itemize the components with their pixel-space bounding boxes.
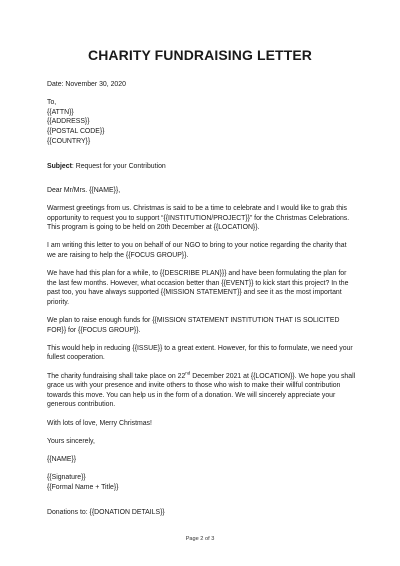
formal-name-line: {{Formal Name + Title}}: [47, 483, 119, 491]
document-title: CHARITY FUNDRAISING LETTER: [87, 47, 312, 63]
address-line: {{ADDRESS}}: [47, 118, 90, 126]
ordinal-suffix: nd: [185, 370, 191, 376]
subject-text: : Request for your Contribution: [71, 163, 166, 171]
paragraph: The charity fundraising shall take place on 22nd December 2021 at {{LOCATION}}. We hope you shall grace us with your presence and invite others to those who wish to make their willful contribution towards this move. You can help us in the form of a donation. We will sincerely appreciate your generous contribution.: [47, 370, 356, 409]
signature-block: [47, 473, 357, 492]
address-line: {{ATTN}}: [47, 108, 74, 116]
donation-details: Donations to: {{DONATION DETAILS}}: [47, 509, 165, 517]
paragraph: Warmest greetings from us. Christmas is said to be a time to celebrate and I would like to grab this opportunity to request you to support “{{INSTITUTION/PROJECT}}” for the Christmas Celebrations. This program is going to be held on 20th December at {{LOCATION}}.: [47, 204, 350, 232]
address-line: {{COUNTRY}}: [47, 137, 91, 145]
paragraph: We plan to raise enough funds for {{MISSION STATEMENT INSTITUTION THAT IS SOLICITED FOR}} for {{FOCUS GROUP}}.: [47, 317, 340, 334]
salutation: Dear Mr/Mrs. {{NAME}},: [47, 186, 121, 194]
subject-line: [47, 162, 357, 172]
subject-label: Subject: [47, 163, 72, 171]
letter-date: Date: November 30, 2020: [47, 81, 126, 88]
closing-line: With lots of love, Merry Christmas!: [47, 419, 152, 427]
address-line: To,: [47, 99, 57, 107]
signature-line: {{Signature}}: [47, 474, 86, 482]
paragraph: We have had this plan for a while, to {{DESCRIBE PLAN}}} and have been formulating the plan for the last few months. However, what occasion better than {{EVENT}} to kick start this project? In the past too, you have always supported {{MISSION STATEMENT}} and see it as the most important priority.: [47, 270, 349, 306]
recipient-address: [47, 98, 357, 146]
address-line: {{POSTAL CODE}}: [47, 127, 105, 135]
letter-body: [47, 80, 357, 527]
sender-name: {{NAME}}: [47, 455, 77, 463]
paragraph: I am writing this letter to you on behalf of our NGO to bring to your notice regarding the charity that we are raising to help the {{FOCUS GROUP}}.: [47, 242, 347, 259]
closing-line: Yours sincerely,: [47, 437, 95, 445]
page-number: Page 2 of 3: [185, 536, 215, 542]
paragraph: This would help in reducing {{ISSUE}} to a great extent. However, for this to formulate, we need your fullest cooperation.: [47, 344, 353, 362]
